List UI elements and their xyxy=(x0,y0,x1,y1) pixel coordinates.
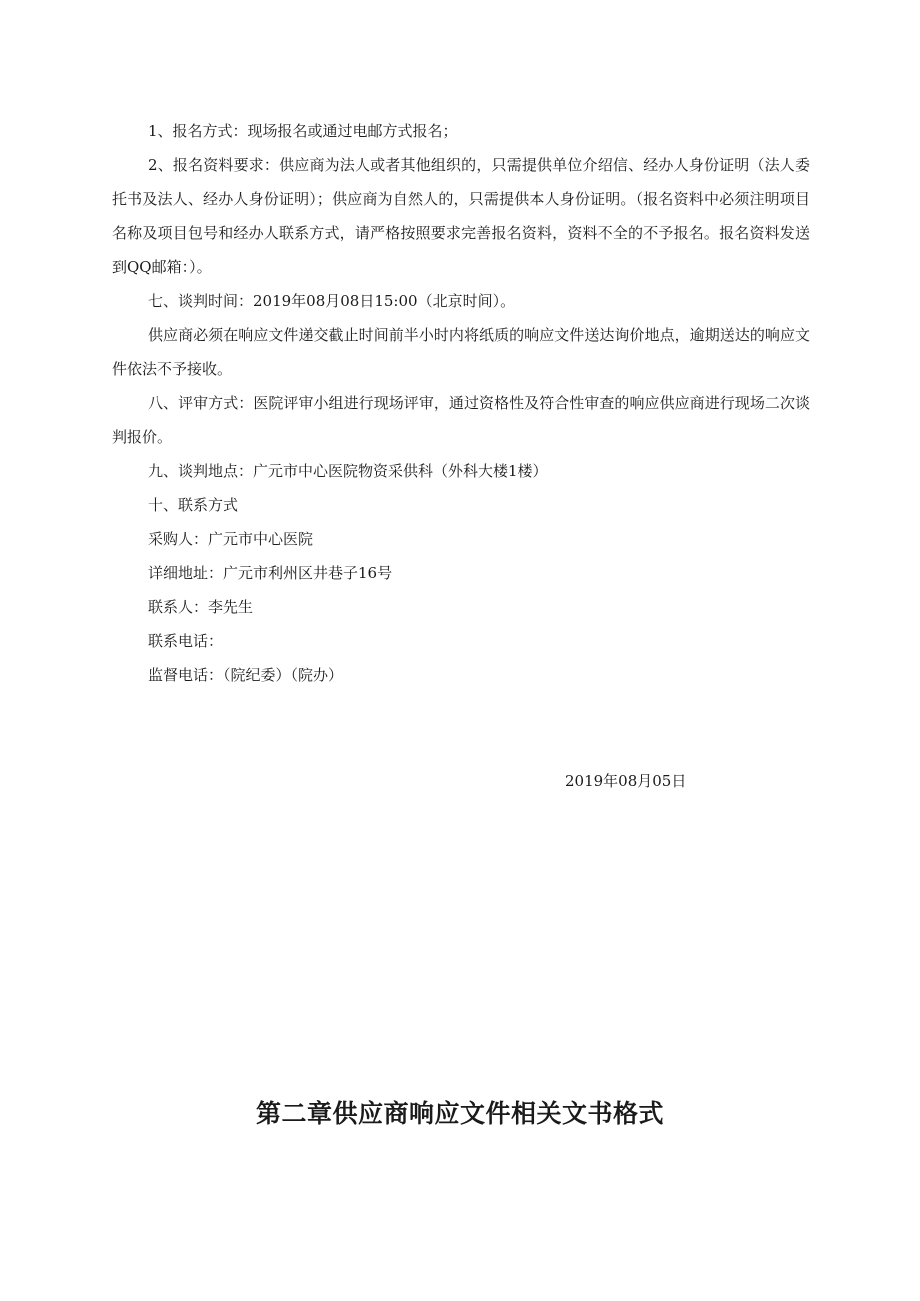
paragraph-supervision-phone: 监督电话：（院纪委）（院办） xyxy=(148,666,344,684)
paragraph-negotiation-location: 九、谈判地点：广元市中心医院物资采供科（外科大楼1楼） xyxy=(148,462,548,480)
paragraph-registration-method: 1、报名方式：现场报名或通过电邮方式报名； xyxy=(148,122,458,140)
paragraph-contact-heading: 十、联系方式 xyxy=(148,496,239,514)
chapter-title: 第二章供应商响应文件相关文书格式 xyxy=(255,1099,664,1128)
paragraph-negotiation-time: 七、谈判时间：2019年08月08日15:00（北京时间）。 xyxy=(148,292,516,310)
paragraph-address: 详细地址：广元市利州区井巷子16号 xyxy=(148,564,393,582)
paragraph-submission-notice: 供应商必须在响应文件递交截止时间前半小时内将纸质的响应文件送达询价地点，逾期送达的响应文件依法不予接收。 xyxy=(112,326,810,378)
paragraph-review-method: 八、评审方式：医院评审小组进行现场评审，通过资格性及符合性审查的响应供应商进行现场二次谈判报价。 xyxy=(112,394,810,446)
paragraph-registration-requirements: 2、报名资料要求：供应商为法人或者其他组织的，只需提供单位介绍信、经办人身份证明（法人委托书及法人、经办人身份证明）；供应商为自然人的，只需提供本人身份证明。（报名资料中必须注明项目名称及项目包号和经办人联系方式，请严格按照要求完善报名资料，资料不全的不予报名。报名资料发送到QQ邮箱：）。 xyxy=(112,156,810,276)
document-date: 2019年08月05日 xyxy=(565,772,687,790)
paragraph-contact-person: 联系人：李先生 xyxy=(148,598,254,616)
paragraph-contact-phone: 联系电话： xyxy=(148,632,224,650)
paragraph-purchaser: 采购人：广元市中心医院 xyxy=(148,530,314,548)
